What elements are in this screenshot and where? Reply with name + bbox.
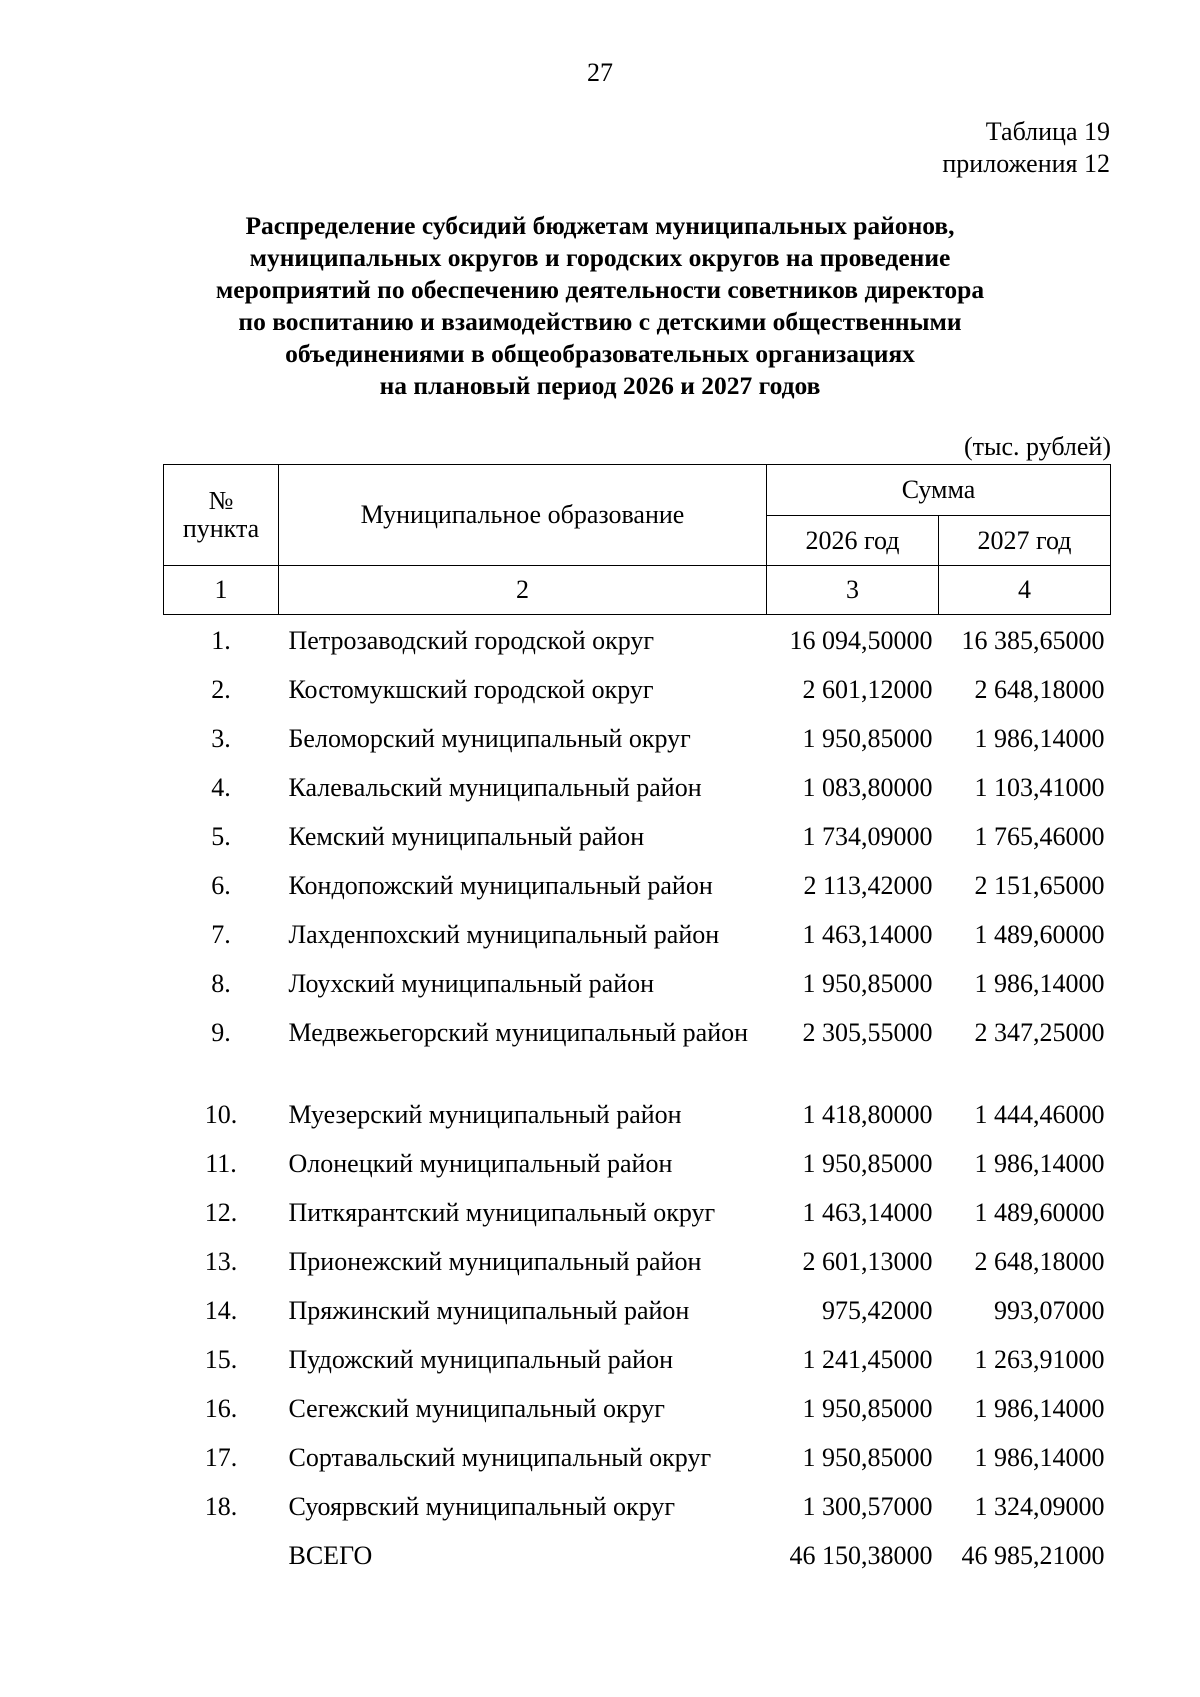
header-sum: Сумма: [767, 465, 1111, 516]
column-number: 1: [164, 566, 279, 615]
row-number: 16.: [204, 1394, 238, 1423]
title-line: муниципальных округов и городских округов на проведение: [249, 243, 951, 272]
amount-2027: 1 263,91000: [974, 1345, 1105, 1374]
amount-2027: 1 986,14000: [974, 969, 1105, 998]
table-row: [164, 1089, 1111, 1138]
municipality-name: Петрозаводский городской округ: [288, 626, 655, 655]
title-line: на плановый период 2026 и 2027 годов: [379, 371, 821, 400]
amount-2027: 16 385,65000: [961, 626, 1105, 655]
municipality-name: Питкярантский муниципальный округ: [288, 1198, 716, 1227]
table-row: [164, 958, 1111, 1007]
row-number: 7.: [211, 920, 231, 949]
row-number: 13.: [204, 1247, 238, 1276]
title-line: Распределение субсидий бюджетам муниципальных районов,: [245, 211, 955, 240]
table-row: [164, 1187, 1111, 1236]
amount-2027: 2 151,65000: [974, 871, 1105, 900]
table-body: [164, 615, 1111, 1580]
amount-2027: 1 324,09000: [974, 1492, 1105, 1521]
municipality-name: Кемский муниципальный район: [288, 822, 645, 851]
amount-2027: 1 986,14000: [974, 1149, 1105, 1178]
amount-2026: 1 300,57000: [802, 1492, 933, 1521]
row-number: 6.: [211, 871, 231, 900]
amount-2027: 1 986,14000: [974, 1394, 1105, 1423]
municipality-name: Прионежский муниципальный район: [288, 1247, 702, 1276]
row-number: 12.: [204, 1198, 238, 1227]
table-row: [164, 713, 1111, 762]
header-item-number-line1: №: [208, 486, 234, 515]
municipality-name: Лахденпохский муниципальный район: [288, 920, 720, 949]
amount-2026: 2 113,42000: [803, 871, 933, 900]
amount-2026: 2 305,55000: [802, 1018, 933, 1047]
row-number: 11.: [205, 1149, 237, 1178]
table-row: [164, 615, 1111, 665]
amount-2026: 1 463,14000: [802, 1198, 933, 1227]
municipality-name: Сортавальский муниципальный округ: [288, 1443, 712, 1472]
municipality-name: Муезерский муниципальный район: [288, 1100, 682, 1129]
row-number: 15.: [204, 1345, 238, 1374]
amount-2027: 993,07000: [994, 1296, 1105, 1325]
municipality-name: Пудожский муниципальный район: [288, 1345, 674, 1374]
table-row: [164, 1007, 1111, 1089]
amount-2026: 1 950,85000: [802, 1149, 933, 1178]
municipality-name: Калевальский муниципальный район: [288, 773, 702, 802]
municipality-name: Суоярвский муниципальный округ: [288, 1492, 676, 1521]
page-number: 27: [587, 58, 613, 87]
amount-2026: 1 950,85000: [802, 1443, 933, 1472]
amount-2027: 1 986,14000: [974, 724, 1105, 753]
table-row: [164, 664, 1111, 713]
table-row: [164, 1383, 1111, 1432]
header-item-number: [164, 465, 279, 566]
table-row: [164, 1334, 1111, 1383]
table-row: [164, 1481, 1111, 1530]
table-row: [164, 1138, 1111, 1187]
amount-2026: 2 601,12000: [802, 675, 933, 704]
amount-2026: 1 241,45000: [802, 1345, 933, 1374]
table-row: [164, 762, 1111, 811]
title-line: объединениями в общеобразовательных организациях: [285, 339, 915, 368]
municipality-name: Сегежский муниципальный округ: [288, 1394, 665, 1423]
amount-2026: 1 950,85000: [802, 969, 933, 998]
row-number: 10.: [204, 1100, 238, 1129]
amount-2027: 1 489,60000: [974, 920, 1105, 949]
amount-2026: 1 083,80000: [802, 773, 933, 802]
column-number: 2: [279, 566, 767, 615]
municipality-name: Олонецкий муниципальный район: [288, 1149, 673, 1178]
amount-2026: 975,42000: [822, 1296, 933, 1325]
amount-2027: 2 648,18000: [974, 1247, 1105, 1276]
table-row: [164, 860, 1111, 909]
total-2027: 46 985,21000: [961, 1541, 1105, 1570]
amount-2026: 1 950,85000: [802, 724, 933, 753]
table-row: [164, 1285, 1111, 1334]
row-number: 1.: [211, 626, 231, 655]
municipality-name: Медвежьегорский муниципальный район: [288, 1018, 749, 1047]
table-row: [164, 1236, 1111, 1285]
row-number: 2.: [211, 675, 231, 704]
municipality-name: Костомукшский городской округ: [288, 675, 654, 704]
amount-2026: 1 418,80000: [802, 1100, 933, 1129]
table-reference: [942, 116, 1110, 180]
total-row: [164, 1530, 1111, 1579]
amount-2027: 1 765,46000: [974, 822, 1105, 851]
units-label: (тыс. рублей): [963, 432, 1111, 461]
total-label: ВСЕГО: [288, 1541, 373, 1570]
table-reference-line2: приложения 12: [942, 149, 1110, 178]
title-line: по воспитанию и взаимодействию с детскими общественными: [238, 307, 962, 336]
column-number: 3: [767, 566, 939, 615]
table-row: [164, 811, 1111, 860]
amount-2027: 1 444,46000: [974, 1100, 1105, 1129]
amount-2027: 1 986,14000: [974, 1443, 1105, 1472]
row-number: 14.: [204, 1296, 238, 1325]
row-number: 17.: [204, 1443, 238, 1472]
document-title: [150, 210, 1050, 402]
header-year-2026: 2026 год: [767, 516, 939, 566]
municipality-name: Кондопожский муниципальный район: [288, 871, 713, 900]
title-line: мероприятий по обеспечению деятельности советников директора: [215, 275, 985, 304]
table-row: [164, 1432, 1111, 1481]
row-number: 9.: [211, 1018, 231, 1047]
column-number: 4: [939, 566, 1111, 615]
table-row: [164, 909, 1111, 958]
row-number: 18.: [204, 1492, 238, 1521]
total-2026: 46 150,38000: [789, 1541, 933, 1570]
table-reference-line1: Таблица 19: [985, 117, 1110, 146]
amount-2027: 2 347,25000: [974, 1018, 1105, 1047]
header-item-number-line2: пункта: [182, 514, 260, 543]
municipality-name: Лоухский муниципальный район: [288, 969, 655, 998]
amount-2026: 1 734,09000: [802, 822, 933, 851]
header-year-2027: 2027 год: [939, 516, 1111, 566]
header-municipality: Муниципальное образование: [279, 465, 767, 566]
amount-2027: 1 489,60000: [974, 1198, 1105, 1227]
amount-2026: 2 601,13000: [802, 1247, 933, 1276]
row-number: 5.: [211, 822, 231, 851]
row-number: 4.: [211, 773, 231, 802]
municipality-name: Пряжинский муниципальный район: [288, 1296, 690, 1325]
amount-2027: 1 103,41000: [974, 773, 1105, 802]
subsidy-table: [163, 464, 1111, 1579]
amount-2026: 16 094,50000: [789, 626, 933, 655]
municipality-name: Беломорский муниципальный округ: [288, 724, 691, 753]
table-header: [164, 465, 1111, 615]
amount-2026: 1 463,14000: [802, 920, 933, 949]
row-number: 3.: [211, 724, 231, 753]
amount-2026: 1 950,85000: [802, 1394, 933, 1423]
amount-2027: 2 648,18000: [974, 675, 1105, 704]
row-number: 8.: [211, 969, 231, 998]
